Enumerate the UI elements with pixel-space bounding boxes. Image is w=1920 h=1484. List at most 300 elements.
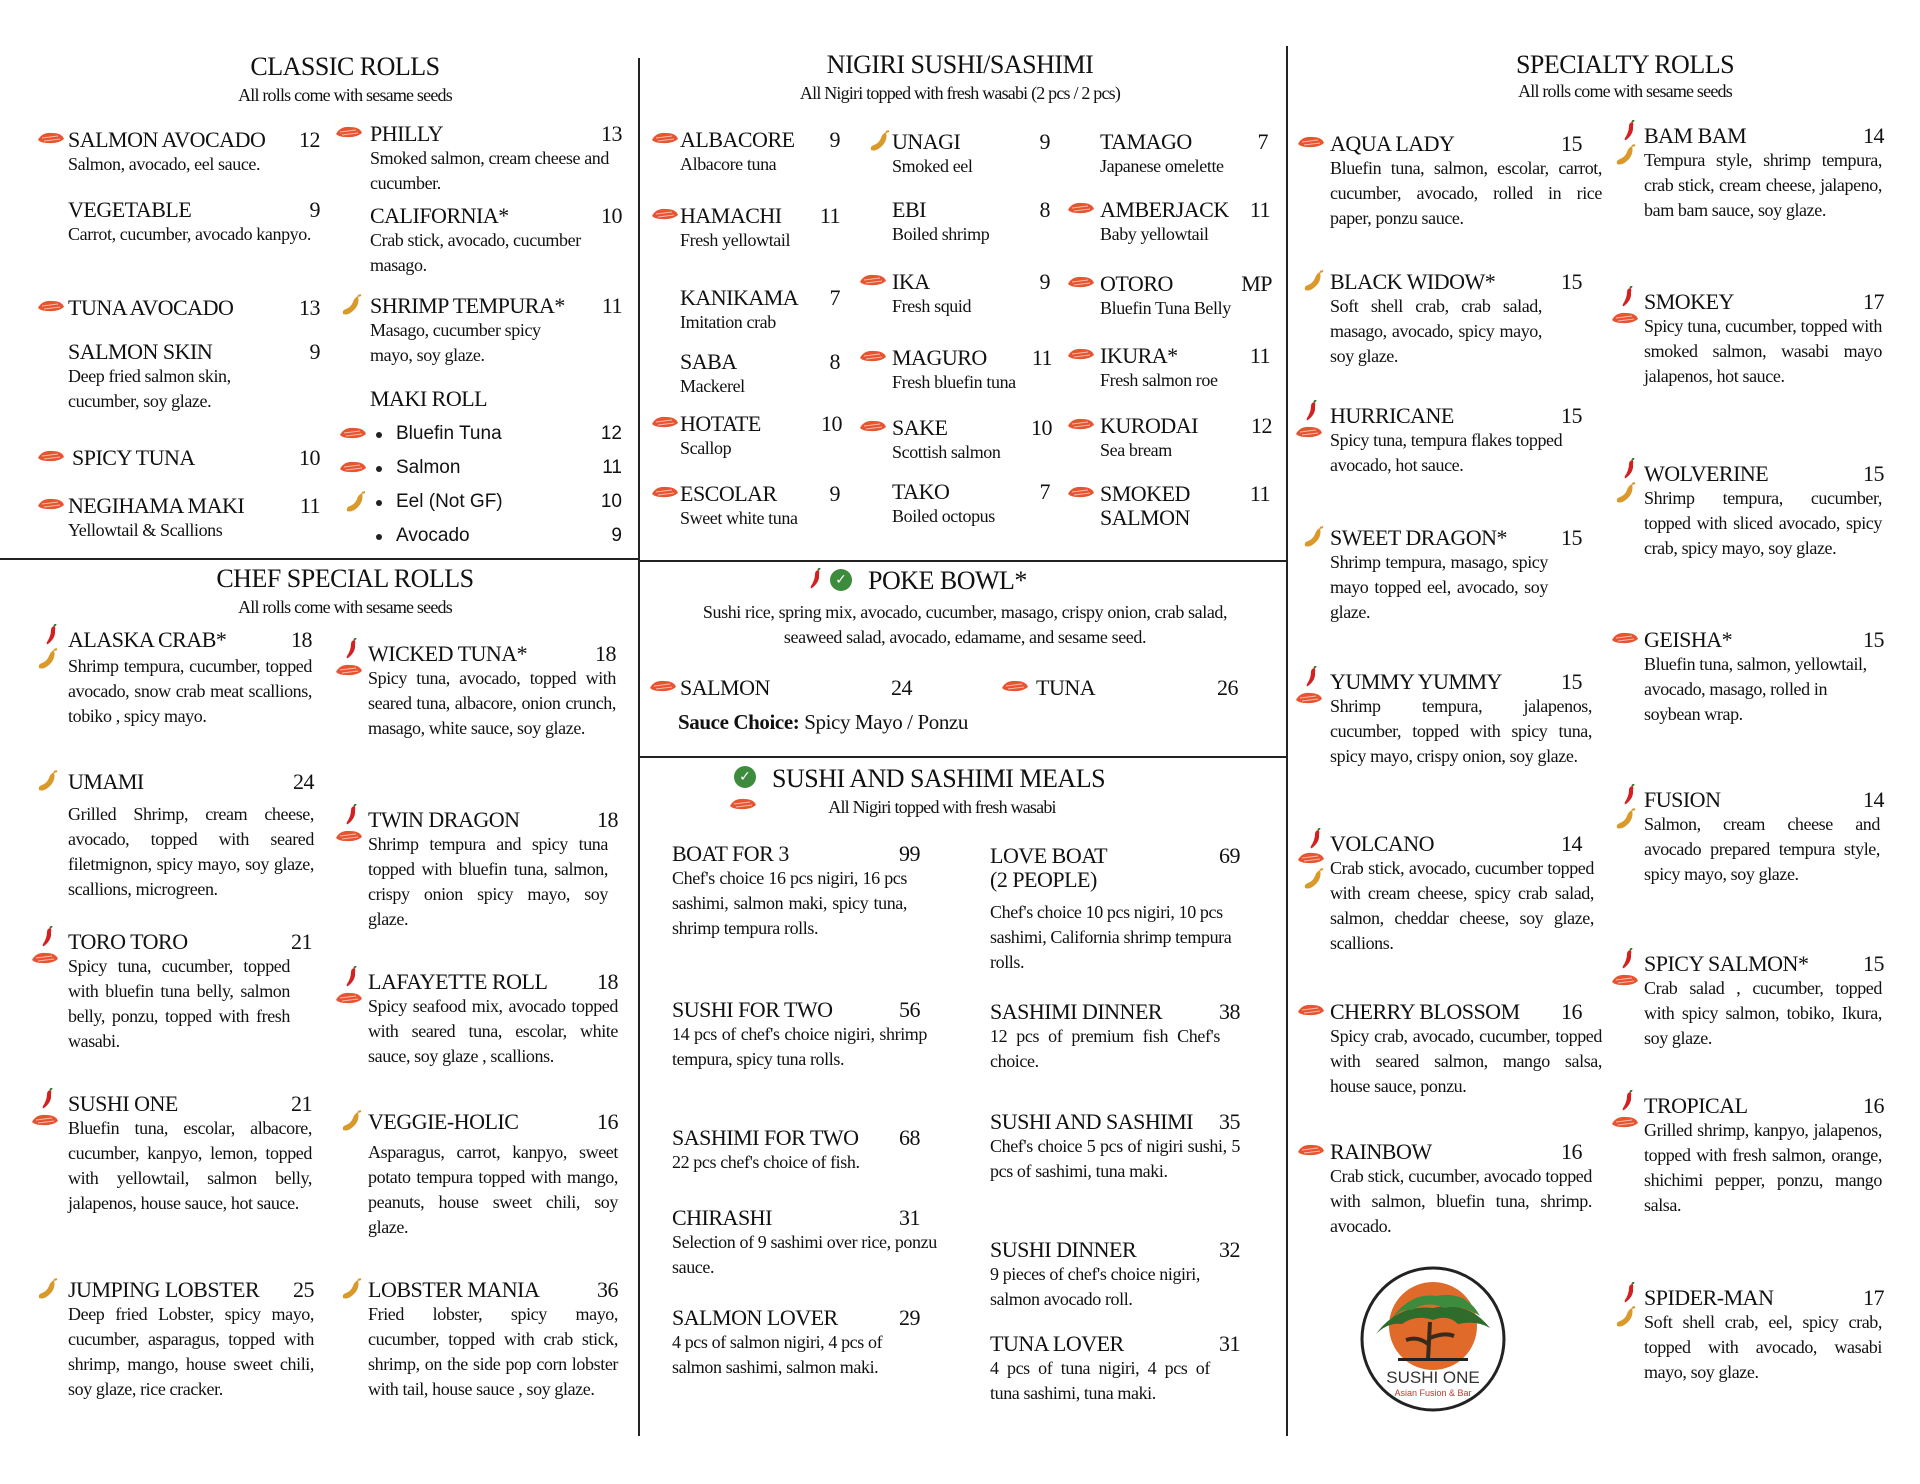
item-price: MP [1241, 271, 1272, 296]
salmon-icon [338, 459, 368, 475]
salmon-icon [36, 298, 66, 314]
item-price: 15 [1863, 951, 1884, 976]
salmon-icon [1066, 484, 1096, 500]
menu-item [1100, 130, 1268, 179]
item-desc: Salmon, cream cheese and avocado prepared tempura style, spicy mayo, soy glaze. [1644, 814, 1880, 884]
item-name: HOTATE [680, 411, 761, 436]
menu-item [672, 1205, 937, 1280]
menu-item [1330, 832, 1602, 956]
list-item [396, 491, 622, 525]
item-name: SPIDER-MAN [1644, 1285, 1774, 1310]
item-price: 14 [1863, 787, 1884, 812]
item-desc: Shrimp tempura, masago, spicy mayo topped eel, avocado, soy glaze. [1330, 552, 1548, 622]
menu-item [1100, 344, 1270, 393]
item-name: SALMON [680, 675, 770, 700]
menu-item [68, 340, 320, 414]
item-name: Salmon [396, 457, 461, 478]
chef-title: CHEF SPECIAL ROLLS [216, 564, 474, 593]
item-price: 36 [597, 1277, 618, 1302]
salmon-icon [1066, 274, 1096, 290]
item-desc: Spicy seafood mix, avocado topped with seared tuna, escolar, white sauce, soy glaze , scallions. [368, 996, 618, 1066]
menu-item [1330, 270, 1602, 369]
item-name: LOBSTER MANIA [368, 1277, 540, 1302]
menu-item [672, 1306, 920, 1380]
item-desc: Selection of 9 sashimi over rice, ponzu sauce. [672, 1232, 937, 1277]
menu-item [72, 446, 320, 470]
item-name: VEGETABLE [68, 197, 192, 222]
item-name: IKA [892, 269, 930, 294]
menu-item [1330, 670, 1602, 769]
item-name: MAGURO [892, 345, 987, 370]
shrimp-icon [1614, 808, 1636, 834]
item-name: PHILLY [370, 121, 444, 146]
item-price: 69 [1219, 843, 1240, 868]
shrimp-icon [340, 1110, 362, 1136]
item-price: 21 [291, 1091, 312, 1116]
item-desc: Boiled octopus [892, 506, 995, 526]
salmon-icon [36, 448, 66, 464]
salmon-icon [334, 990, 364, 1006]
item-price: 18 [595, 641, 616, 666]
item-price: 15 [1863, 627, 1884, 652]
menu-item [1330, 1140, 1602, 1239]
shrimp-icon [1302, 526, 1324, 552]
item-name: SPICY SALMON* [1644, 951, 1809, 976]
item-name: OTORO [1100, 271, 1173, 296]
item-price: 17 [1863, 1285, 1884, 1310]
item-name: TROPICAL [1644, 1093, 1748, 1118]
pepper-icon [1620, 948, 1634, 970]
item-name: TUNA LOVER [990, 1331, 1124, 1356]
item-name: Avocado [396, 525, 470, 546]
sauce-value: Spicy Mayo / Ponzu [804, 710, 968, 734]
list-item [396, 457, 622, 491]
item-name: BAM BAM [1644, 123, 1747, 148]
item-name: SALMON AVOCADO [68, 127, 266, 152]
pepper-icon [1304, 666, 1318, 688]
item-name: KURODAI [1100, 413, 1198, 438]
pepper-icon [44, 624, 58, 646]
item-desc: Crab salad , cucumber, topped with spicy salmon, tobiko, Ikura, soy glaze. [1644, 978, 1882, 1048]
item-name: HURRICANE [1330, 403, 1454, 428]
item-desc: Albacore tuna [680, 154, 777, 174]
menu-item [1036, 676, 1238, 700]
item-name: SABA [680, 349, 737, 374]
salmon-icon [1066, 200, 1096, 216]
item-desc: Smoked eel [892, 156, 973, 176]
pepper-icon [1620, 286, 1634, 308]
item-name: KANIKAMA [680, 285, 799, 310]
item-price: 31 [1219, 1331, 1240, 1356]
item-name: SPICY TUNA [72, 445, 195, 470]
menu-item [1644, 462, 1884, 561]
item-price: 29 [899, 1305, 920, 1330]
menu-item [68, 198, 320, 247]
pepper-icon [808, 568, 822, 595]
pepper-icon [1620, 1090, 1634, 1112]
shrimp-icon [344, 491, 366, 517]
item-price: 18 [291, 627, 312, 652]
bullet [376, 432, 382, 438]
salmon-icon [650, 206, 680, 222]
salmon-icon [30, 1112, 60, 1128]
item-name: SHRIMP TEMPURA* [370, 293, 565, 318]
item-price: 15 [1561, 403, 1582, 428]
list-item [396, 525, 622, 559]
menu-item [892, 480, 1050, 529]
item-desc: Chef's choice 5 pcs of nigiri sushi, 5 pcs of sashimi, tuna maki. [990, 1136, 1240, 1181]
item-price: 7 [1257, 129, 1268, 154]
item-desc: Shrimp tempura, jalapenos, cucumber, topped with spicy tuna, spicy mayo, crispy onion, soy glaze. [1330, 696, 1592, 766]
item-desc: Grilled shrimp, kanpyo, jalapenos, topped with fresh salmon, orange, shichimi pepper, ponzu, mango salsa. [1644, 1120, 1882, 1215]
bullet [376, 466, 382, 472]
salmon-icon [1610, 310, 1640, 326]
menu-item [990, 1332, 1240, 1406]
item-name: GEISHA* [1644, 627, 1733, 652]
salmon-icon [1294, 690, 1324, 706]
item-name: TAKO [892, 479, 950, 504]
item-desc: 12 pcs of premium fish Chef's choice. [990, 1026, 1220, 1071]
pepper-icon [344, 966, 358, 988]
item-desc: Scallop [680, 438, 732, 458]
item-desc: Bluefin tuna, salmon, escolar, carrot, cucumber, avocado, rolled in rice paper, ponzu sauce. [1330, 158, 1602, 228]
item-price: 7 [1039, 479, 1050, 504]
item-price: 8 [1039, 197, 1050, 222]
item-desc: Spicy tuna, cucumber, topped with smoked salmon, wasabi mayo jalapenos, hot sauce. [1644, 316, 1882, 386]
menu-item [680, 128, 840, 177]
menu-item [368, 970, 618, 1069]
item-desc: Fresh bluefin tuna [892, 372, 1016, 392]
menu-item [1330, 526, 1602, 625]
item-price: 13 [601, 121, 622, 146]
item-price: 12 [299, 127, 320, 152]
item-price: 9 [1039, 129, 1050, 154]
pepper-icon [344, 638, 358, 660]
item-desc: 22 pcs chef's choice of fish. [672, 1152, 860, 1172]
divider-poke [638, 756, 1288, 758]
bullet [376, 534, 382, 540]
nigiri-title: NIGIRI SUSHI/SASHIMI [826, 50, 1094, 79]
menu-item [680, 204, 840, 253]
menu-item [680, 412, 842, 461]
item-name: AQUA LADY [1330, 131, 1455, 156]
menu-item [1644, 124, 1884, 223]
menu-item [892, 270, 1050, 319]
item-price: 99 [899, 841, 920, 866]
menu-item [1644, 788, 1884, 887]
item-name: Bluefin Tuna [396, 423, 502, 444]
item-price: 24 [891, 675, 912, 700]
shrimp-icon [36, 770, 58, 796]
item-desc: Bluefin Tuna Belly [1100, 298, 1231, 318]
item-desc: Bluefin tuna, salmon, yellowtail, avocado, masago, rolled in soybean wrap. [1644, 654, 1867, 724]
item-price: 11 [819, 203, 840, 228]
salmon-icon [36, 130, 66, 146]
menu-item [672, 997, 927, 1072]
item-name: CHIRASHI [672, 1205, 772, 1230]
item-name: WOLVERINE [1644, 461, 1769, 486]
pepper-icon [1622, 458, 1636, 480]
gluten-free-icon: ✓ [830, 569, 852, 591]
item-name: WICKED TUNA* [368, 641, 528, 666]
salmon-icon [1610, 1114, 1640, 1130]
item-name: TORO TORO [68, 929, 188, 954]
menu-item [680, 350, 840, 399]
item-name: UNAGI [892, 129, 961, 154]
item-name: SWEET DRAGON* [1330, 525, 1508, 550]
menu-item [68, 1092, 312, 1216]
shrimp-icon [868, 130, 890, 156]
salmon-icon [858, 348, 888, 364]
logo-name: SUSHI ONE [1386, 1368, 1480, 1387]
pepper-icon [1308, 828, 1322, 850]
item-price: 16 [1561, 1139, 1582, 1164]
shrimp-icon [1302, 868, 1324, 894]
item-desc: Chef's choice 16 pcs nigiri, 16 pcs sashimi, salmon maki, spicy tuna, shrimp tempura rolls. [672, 868, 907, 938]
meals-subtitle: All Nigiri topped with fresh wasabi [828, 797, 1056, 817]
menu-item [990, 1110, 1240, 1184]
item-price: 10 [1031, 415, 1052, 440]
shrimp-icon [1614, 482, 1636, 508]
item-name: LOVE BOAT [990, 843, 1108, 868]
item-desc: Crab stick, cucumber, avocado topped with salmon, bluefin tuna, shrimp. avocado. [1330, 1166, 1592, 1236]
item-desc: Shrimp tempura and spicy tuna topped with bluefin tuna, salmon, crispy onion spicy mayo, soy glaze. [368, 834, 608, 929]
item-desc: Crab stick, avocado, cucumber masago. [370, 230, 581, 275]
item-price: 10 [299, 445, 320, 470]
item-price: 9 [829, 127, 840, 152]
item-desc: Soft shell crab, crab salad, masago, avocado, spicy mayo, soy glaze. [1330, 296, 1542, 366]
menu-item [990, 844, 1240, 975]
salmon-icon [650, 414, 680, 430]
salmon-icon [1294, 424, 1324, 440]
menu-item [1330, 132, 1602, 231]
item-desc: Japanese omelette [1100, 156, 1224, 176]
item-price: 16 [1561, 999, 1582, 1024]
item-desc: Deep fried salmon skin, cucumber, soy glaze. [68, 366, 231, 411]
item-price: 26 [1217, 675, 1238, 700]
salmon-icon [728, 796, 758, 817]
item-name: SASHIMI DINNER [990, 999, 1163, 1024]
item-desc: Sea bream [1100, 440, 1172, 460]
item-name: SMOKED SALMON [1100, 481, 1190, 530]
divider-right [1286, 46, 1288, 1436]
divider-nigiri [638, 560, 1288, 562]
item-desc: Fresh salmon roe [1100, 370, 1218, 390]
pepper-icon [1622, 1282, 1636, 1304]
menu-item [1644, 628, 1884, 727]
item-desc: 9 pieces of chef's choice nigiri, salmon avocado roll. [990, 1264, 1200, 1309]
item-name: SUSHI FOR TWO [672, 997, 833, 1022]
menu-item [68, 128, 320, 177]
item-desc: 14 pcs of chef's choice nigiri, shrimp tempura, spicy tuna rolls. [672, 1024, 927, 1069]
divider-left [638, 58, 640, 1436]
item-name: SAKE [892, 415, 948, 440]
item-desc: Imitation crab [680, 312, 776, 332]
logo-tagline: Asian Fusion & Bar [1394, 1388, 1472, 1398]
shrimp-icon [1302, 270, 1324, 296]
chef-subtitle: All rolls come with sesame seeds [238, 597, 452, 617]
salmon-icon [1066, 416, 1096, 432]
menu-item [370, 122, 622, 196]
item-price: 21 [291, 929, 312, 954]
item-price: 8 [829, 349, 840, 374]
menu-item [1644, 952, 1884, 1051]
item-name: SUSHI AND SASHIMI [990, 1109, 1193, 1134]
shrimp-icon [36, 648, 58, 674]
item-price: 11 [1249, 343, 1270, 368]
shrimp-icon [340, 294, 362, 320]
menu-item [680, 286, 840, 335]
restaurant-logo [1358, 1264, 1508, 1414]
item-name: SALMON LOVER [672, 1305, 838, 1330]
item-desc: Boiled shrimp [892, 224, 990, 244]
menu-item [68, 628, 312, 729]
menu-item [68, 1278, 314, 1402]
salmon-icon [30, 950, 60, 966]
item-price: 10 [601, 203, 622, 228]
item-price: 7 [829, 285, 840, 310]
item-price: 9 [309, 197, 320, 222]
item-price: 12 [600, 423, 622, 444]
menu-item [1644, 1286, 1884, 1385]
item-name: FUSION [1644, 787, 1721, 812]
menu-item [672, 1126, 920, 1175]
item-price: 10 [821, 411, 842, 436]
item-price: 18 [597, 969, 618, 994]
nigiri-subtitle: All Nigiri topped with fresh wasabi (2 pcs / 2 pcs) [799, 83, 1121, 103]
item-price: 17 [1863, 289, 1884, 314]
menu-item [680, 676, 912, 700]
salmon-icon [1296, 134, 1326, 150]
shrimp-icon [36, 1278, 58, 1304]
item-price: 35 [1219, 1109, 1240, 1134]
item-name: BLACK WIDOW* [1330, 269, 1496, 294]
item-name: NEGIHAMA MAKI [68, 493, 245, 518]
item-desc: Spicy crab, avocado, cucumber, topped with seared salmon, mango salsa, house sauce, ponzu. [1330, 1026, 1602, 1096]
item-price: 15 [1561, 269, 1582, 294]
item-desc: Fresh yellowtail [680, 230, 791, 250]
item-desc: Shrimp tempura, cucumber, topped avocado, snow crab meat scallions, tobiko , spicy mayo. [68, 656, 312, 726]
item-name: TWIN DRAGON [368, 807, 520, 832]
item-desc: Yellowtail & Scallions [68, 520, 223, 540]
item-desc: Salmon, avocado, eel sauce. [68, 154, 261, 174]
item-desc: Spicy tuna, avocado, topped with seared tuna, albacore, onion crunch, masago, white sauce, soy glaze. [368, 668, 616, 738]
item-desc: Carrot, cucumber, avocado kanpyo. [68, 224, 311, 244]
item-name: ALASKA CRAB* [68, 627, 227, 652]
menu-item [680, 482, 840, 531]
item-name: TUNA [1036, 675, 1096, 700]
item-price: 11 [1249, 481, 1270, 506]
item-name: IKURA* [1100, 343, 1178, 368]
item-desc: Grilled Shrimp, cream cheese, avocado, topped with seared filetmignon, spicy mayo, soy glaze, scallions, microgreen. [68, 804, 314, 899]
pepper-icon [40, 1088, 54, 1110]
item-name: SUSHI ONE [68, 1091, 178, 1116]
item-price: 9 [309, 339, 320, 364]
maki-title: MAKI ROLL [370, 386, 488, 411]
item-name: CALIFORNIA* [370, 203, 509, 228]
salmon-icon [36, 496, 66, 512]
menu-item [892, 198, 1050, 247]
item-name: Eel (Not GF) [396, 491, 503, 512]
menu-item [892, 130, 1050, 179]
item-name: BOAT FOR 3 [672, 841, 789, 866]
gluten-free-icon: ✓ [734, 766, 756, 788]
item-desc: Chef's choice 10 pcs nigiri, 10 pcs sashimi, California shrimp tempura rolls. [990, 902, 1232, 972]
specialty-title: SPECIALTY ROLLS [1515, 50, 1735, 79]
item-desc: Mackerel [680, 376, 745, 396]
item-desc: 4 pcs of salmon nigiri, 4 pcs of salmon sashimi, salmon maki. [672, 1332, 883, 1377]
item-price: 31 [899, 1205, 920, 1230]
salmon-icon [1610, 972, 1640, 988]
item-price: 9 [611, 525, 622, 546]
maki-list [396, 423, 622, 559]
item-name: LAFAYETTE ROLL [368, 969, 548, 994]
menu-item [68, 296, 320, 320]
pepper-icon [1304, 400, 1318, 422]
menu-item [68, 930, 312, 1054]
menu-item [370, 294, 622, 368]
salmon-icon [338, 425, 368, 441]
salmon-icon [1610, 630, 1640, 646]
salmon-icon [334, 828, 364, 844]
item-name: AMBERJACK [1100, 197, 1229, 222]
item-price: 10 [600, 491, 622, 512]
menu-item [368, 1110, 618, 1240]
bullet [376, 500, 382, 506]
item-price: 9 [829, 481, 840, 506]
item-name: VEGGIE-HOLIC [368, 1109, 519, 1134]
item-price: 68 [899, 1125, 920, 1150]
item-price: 15 [1561, 131, 1582, 156]
item-price: 16 [1863, 1093, 1884, 1118]
item-name: SMOKEY [1644, 289, 1734, 314]
menu-item [1330, 404, 1602, 478]
item-price: 16 [597, 1109, 618, 1134]
menu-item [672, 842, 920, 941]
menu-item [68, 494, 320, 543]
item-desc: Smoked salmon, cream cheese and cucumber. [370, 148, 610, 193]
menu-item [892, 416, 1052, 465]
item-price: 15 [1561, 669, 1582, 694]
item-desc: Crab stick, avocado, cucumber topped with cream cheese, spicy crab salad, salmon, cheddar cheese, soy glaze, scallions. [1330, 858, 1594, 953]
item-name: ALBACORE [680, 127, 795, 152]
item-name: HAMACHI [680, 203, 782, 228]
item-desc: 4 pcs of tuna nigiri, 4 pcs of tuna sashimi, tuna maki. [990, 1358, 1210, 1403]
salmon-icon [648, 678, 678, 694]
salmon-icon [1296, 1142, 1326, 1158]
shrimp-icon [1614, 144, 1636, 170]
item-name: SALMON SKIN [68, 339, 213, 364]
item-desc: Sweet white tuna [680, 508, 798, 528]
item-name: TAMAGO [1100, 129, 1192, 154]
item-desc: Soft shell crab, eel, spicy crab, topped with avocado, wasabi mayo, soy glaze. [1644, 1312, 1882, 1382]
menu-item [1100, 272, 1272, 321]
menu-item [1330, 1000, 1602, 1099]
salmon-icon [650, 484, 680, 500]
item-desc: Tempura style, shrimp tempura, crab stick, cream cheese, jalapeno, bam bam sauce, soy glaze. [1644, 150, 1882, 220]
list-item [396, 423, 622, 457]
item-price: 11 [299, 493, 320, 518]
item-name: YUMMY YUMMY [1330, 669, 1502, 694]
item-desc: Scottish salmon [892, 442, 1001, 462]
item-price: 18 [597, 807, 618, 832]
menu-item [370, 204, 622, 278]
pepper-icon [1622, 120, 1636, 142]
menu-item [68, 770, 314, 902]
item-price: 11 [602, 457, 622, 478]
pepper-icon [344, 804, 358, 826]
item-price: 25 [293, 1277, 314, 1302]
